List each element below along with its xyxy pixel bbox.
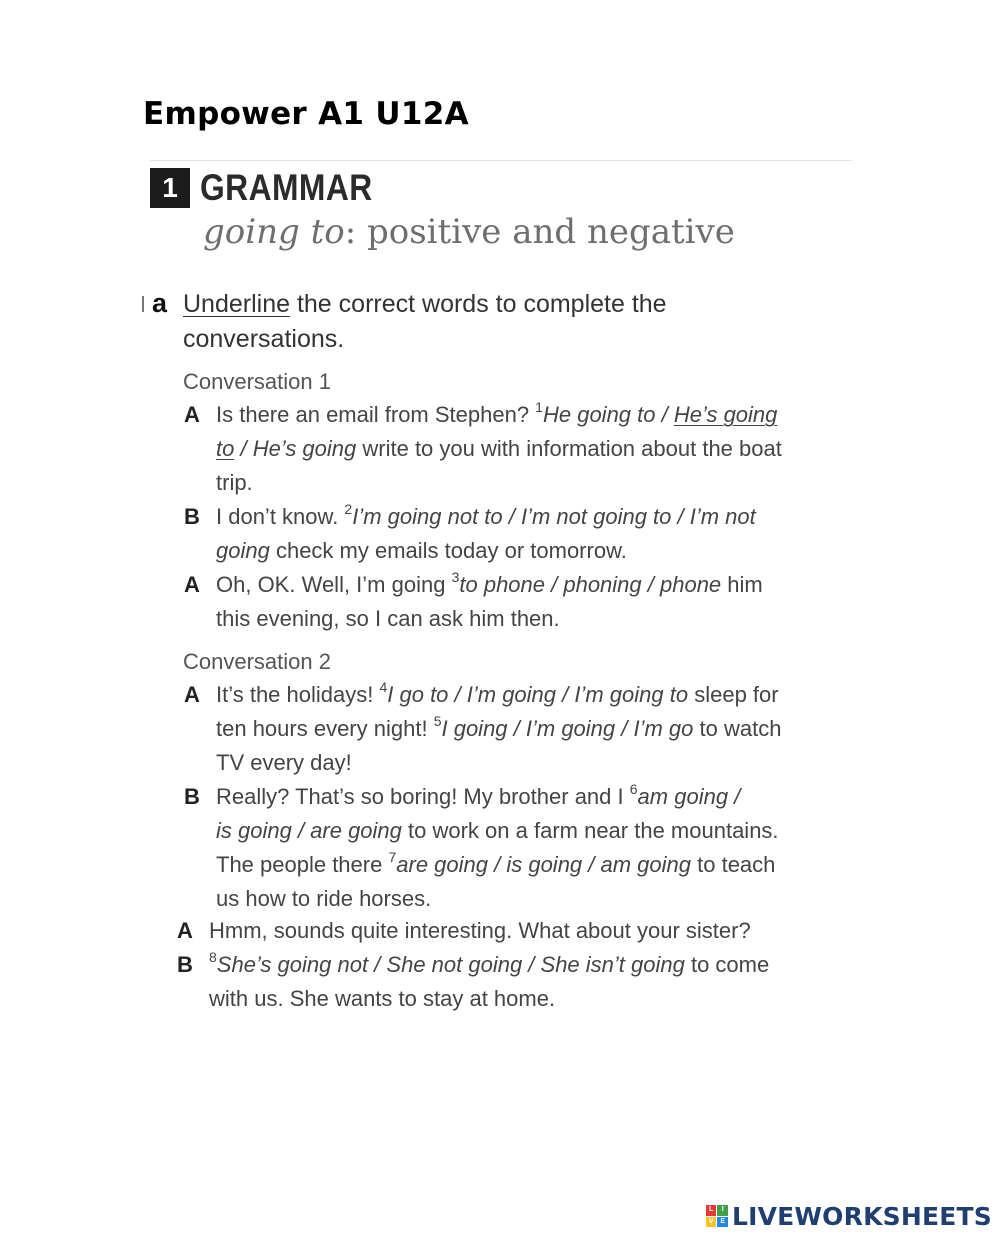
margin-mark xyxy=(142,296,144,312)
section-title: GRAMMAR xyxy=(200,167,373,208)
answer-options[interactable]: She’s going not / She not going / She isn’t going xyxy=(216,952,685,977)
dialogue-line: us how to ride horses. xyxy=(216,886,432,911)
answer-options[interactable]: are going / is going / am going xyxy=(396,852,692,877)
answer-options[interactable]: is going / are going xyxy=(216,818,402,843)
logo-text: LIVEWORKSHEETS xyxy=(731,1201,992,1231)
liveworksheets-logo xyxy=(706,1198,992,1234)
speaker-label: A xyxy=(177,918,193,943)
dialogue-line: is going / are going to work on a farm near the mountains. xyxy=(216,818,779,843)
answer-options[interactable]: am going / xyxy=(637,784,741,809)
page-title: Empower A1 U12A xyxy=(143,96,469,132)
answer-option[interactable]: He going to xyxy=(542,402,656,427)
conversation-2-title: Conversation 2 xyxy=(183,649,331,674)
conversation-1-title: Conversation 1 xyxy=(183,369,331,394)
dialogue-line: with us. She wants to stay at home. xyxy=(209,986,556,1011)
subtitle-rest: : positive and negative xyxy=(344,212,735,252)
answer-options[interactable]: I go to / I’m going / I’m going to xyxy=(387,682,689,707)
speaker-label: A xyxy=(184,572,200,597)
answer-option[interactable]: He’s going xyxy=(252,436,357,461)
dialogue-line: going check my emails today or tomorrow. xyxy=(216,538,627,563)
logo-icon: L I V E xyxy=(706,1205,728,1227)
speaker-label: B xyxy=(177,952,193,977)
subtitle-italic: going to xyxy=(203,212,345,252)
section-header xyxy=(150,168,401,208)
speaker-label: A xyxy=(184,682,200,707)
dialogue-line: It’s the holidays! $^4$I go to / I’m going / I’m going to sleep for xyxy=(216,678,779,707)
instruction-underlined-word: Underline xyxy=(183,290,291,318)
exercise-letter: a xyxy=(152,288,168,318)
dialogue-line: trip. xyxy=(216,470,253,495)
speaker-label: A xyxy=(184,402,200,427)
exercise-instruction: Underline the correct words to complete the conversations. xyxy=(183,290,667,353)
dialogue-line: ten hours every night! $^5$I going / I’m going / I’m go to watch xyxy=(216,712,782,741)
answer-options[interactable]: to phone / phoning / phone xyxy=(459,572,722,597)
dialogue-line: $^8$She’s going not / She not going / She isn’t going to come xyxy=(209,948,770,977)
answer-option-selected[interactable]: He’s going xyxy=(673,402,778,427)
dialogue-line: this evening, so I can ask him then. xyxy=(216,606,560,631)
answer-options[interactable]: I going / I’m going / I’m go xyxy=(441,716,694,741)
dialogue-line: I don’t know. $^2$I’m going not to / I’m not going to / I’m not xyxy=(216,500,756,529)
dialogue-line: Oh, OK. Well, I’m going $^3$to phone / phoning / phone him xyxy=(216,568,763,597)
dialogue-line: TV every day! xyxy=(216,750,352,775)
answer-options[interactable]: I’m going not to / I’m not going to / I’m not xyxy=(352,504,756,529)
speaker-label: B xyxy=(184,504,200,529)
dialogue-line: Is there an email from Stephen? $^1$He going to / He’s going xyxy=(216,398,778,427)
dialogue-line: The people there $^7$are going / is going / am going to teach xyxy=(216,848,776,877)
dialogue-line: Hmm, sounds quite interesting. What about your sister? xyxy=(209,918,751,943)
dialogue-line: to / He’s going write to you with information about the boat xyxy=(216,436,782,461)
answer-options[interactable]: going xyxy=(216,538,270,563)
dialogue-line: Really? That’s so boring! My brother and I $^6$am going / xyxy=(216,780,741,809)
answer-option-selected[interactable]: to xyxy=(216,436,235,461)
speaker-label: B xyxy=(184,784,200,809)
section-subtitle xyxy=(203,212,735,252)
section-number-box: 1 xyxy=(150,168,190,208)
divider xyxy=(150,160,852,161)
